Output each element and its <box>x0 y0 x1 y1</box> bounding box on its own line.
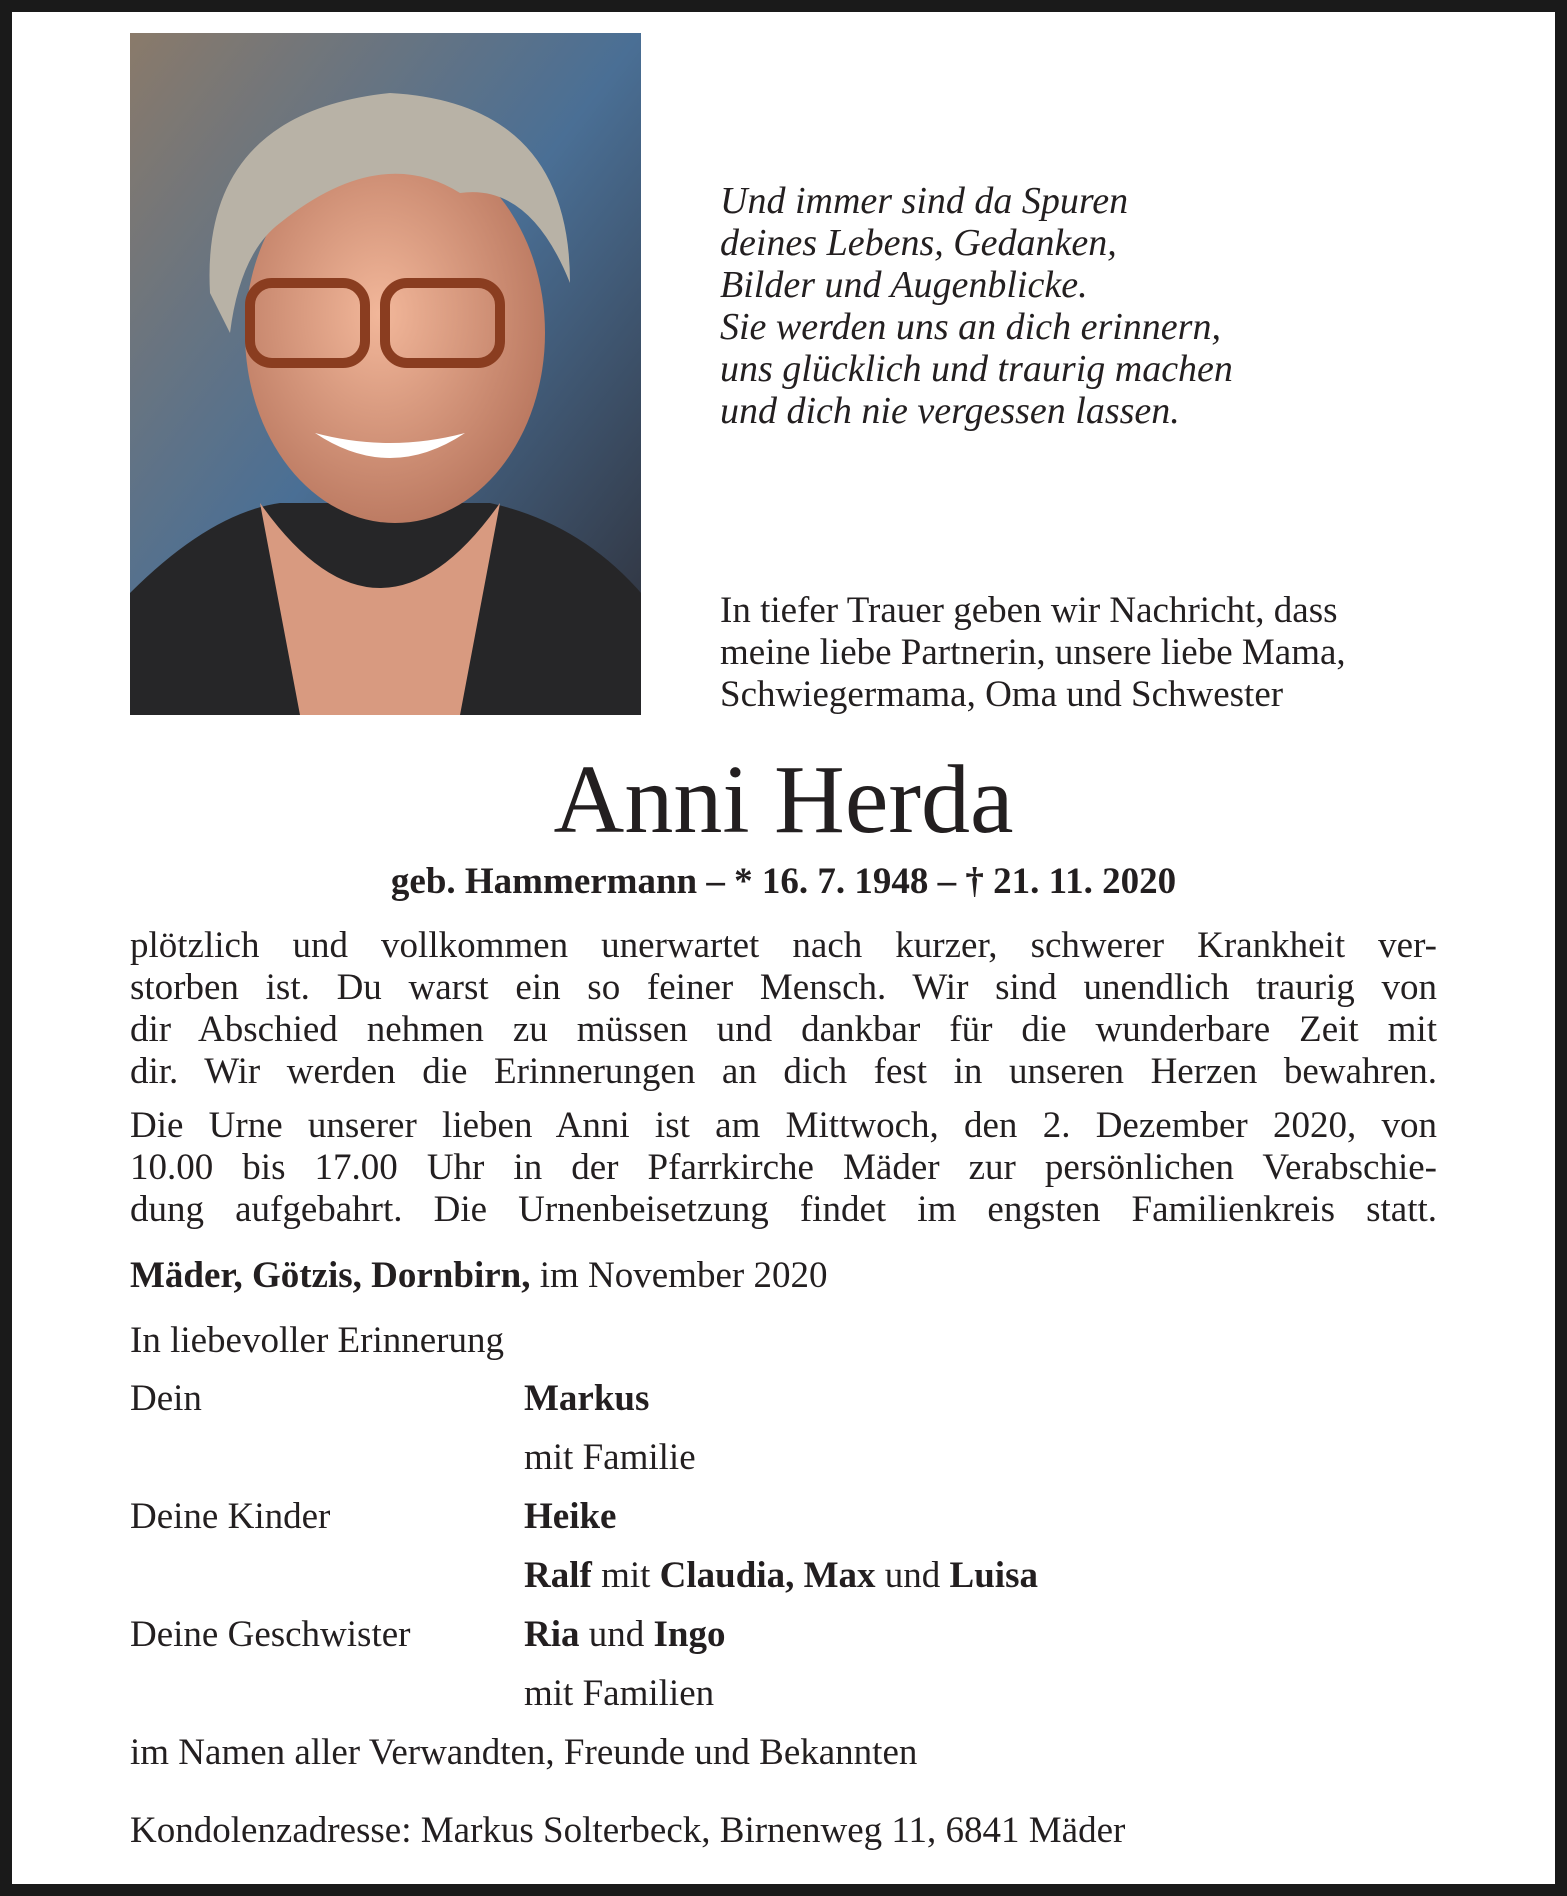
poem <box>720 180 1233 432</box>
all-relatives: im Namen aller Verwandten, Freunde und Bekannten <box>130 1732 918 1773</box>
intro-line: In tiefer Trauer geben wir Nachricht, dass <box>720 590 1338 631</box>
announcement-intro <box>720 590 1346 716</box>
connector: und <box>579 1614 654 1655</box>
mourner-siblings <box>524 1614 725 1656</box>
deceased-name: Anni Herda <box>553 746 1014 854</box>
portrait-photo <box>130 33 641 715</box>
condolence-address: Kondolenzadresse: Markus Solterbeck, Birnenweg 11, 6841 Mäder <box>130 1810 1126 1851</box>
mourner-heike <box>524 1496 616 1538</box>
text-line: dung aufgebahrt. Die Urnenbeisetzung findet im engsten Familienkreis statt. <box>130 1189 1437 1230</box>
name: Markus <box>524 1378 650 1419</box>
name: Ria <box>524 1614 580 1655</box>
poem-line: Sie werden uns an dich erinnern, <box>720 306 1221 348</box>
connector: und <box>875 1555 950 1596</box>
label-geschwister: Deine Geschwister <box>130 1614 411 1655</box>
text-line: 10.00 bis 17.00 Uhr in der Pfarrkirche Mäder zur persönlichen Verabschie- <box>130 1147 1437 1188</box>
poem-line: uns glücklich und traurig machen <box>720 348 1233 390</box>
body-paragraph-1 <box>130 925 1437 1093</box>
name: Ralf <box>524 1555 592 1596</box>
name: Luisa <box>949 1555 1038 1596</box>
place-date <box>130 1255 827 1297</box>
birth-death-dates: geb. Hammermann – * 16. 7. 1948 – † 21. 11. 2020 <box>390 861 1177 902</box>
mourner-ralf <box>524 1555 1038 1597</box>
poem-line: und dich nie vergessen lassen. <box>720 390 1180 432</box>
poem-line: deines Lebens, Gedanken, <box>720 222 1117 264</box>
intro-line: Schwiegermama, Oma und Schwester <box>720 674 1284 715</box>
label-dein: Dein <box>130 1378 202 1419</box>
places: Mäder, Götzis, Dornbirn, <box>130 1255 531 1296</box>
poem-line: Und immer sind da Spuren <box>720 180 1129 222</box>
text-line: dir Abschied nehmen zu müssen und dankbar für die wunderbare Zeit mit <box>130 1009 1437 1050</box>
mourner-families: mit Familien <box>524 1673 715 1714</box>
text-line: plötzlich und vollkommen unerwartet nach kurzer, schwerer Krankheit ver- <box>130 925 1437 966</box>
name: Heike <box>524 1496 617 1537</box>
name: Ingo <box>653 1614 726 1655</box>
label-kinder: Deine Kinder <box>130 1496 331 1537</box>
poem-line: Bilder und Augenblicke. <box>720 264 1088 306</box>
remembrance: In liebevoller Erinnerung <box>130 1320 504 1361</box>
mourner-family: mit Familie <box>524 1437 696 1478</box>
body-paragraph-2 <box>130 1105 1437 1231</box>
intro-line: meine liebe Partnerin, unsere liebe Mama, <box>720 632 1346 673</box>
name: Claudia, Max <box>659 1555 876 1596</box>
connector: mit <box>591 1555 660 1596</box>
month-year: im November 2020 <box>530 1255 828 1296</box>
text-line: dir. Wir werden die Erinnerungen an dich fest in unseren Herzen bewahren. <box>130 1051 1437 1092</box>
text-line: Die Urne unserer lieben Anni ist am Mittwoch, den 2. Dezember 2020, von <box>130 1105 1437 1146</box>
mourner-markus <box>524 1378 649 1420</box>
text-line: storben ist. Du warst ein so feiner Mensch. Wir sind unendlich traurig von <box>130 967 1437 1008</box>
